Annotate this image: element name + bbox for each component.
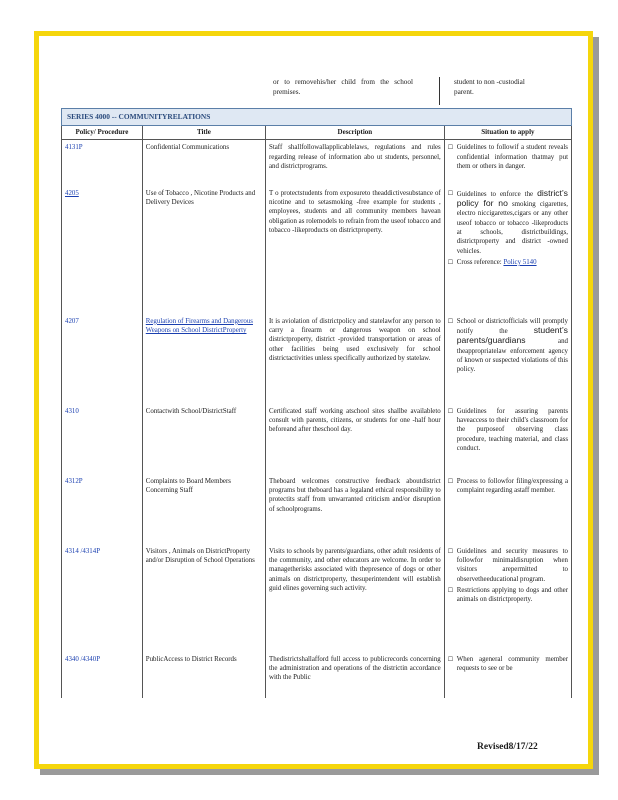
checkbox-bullet-icon: ☐: [447, 258, 454, 266]
table-row: [62, 314, 572, 404]
policy-situation: ☐ Guidelines and security measures to followfor minimaldisruption when visitors arepermitted to observetheeducational program. ☐ Restrictions applying to dogs and other animals on districtproperty.: [444, 544, 571, 652]
policy-number: 4314 /4314P: [62, 544, 143, 652]
policy-description: Visits to schools by parents/guardians, other adult residents of the community, and other educators are welcome. In order to managetherisks associated with thepresence of dogs or other animals on districtproperty, thesuperintendent will establish guid elines governing such activity.: [265, 544, 444, 652]
table-row: [62, 652, 572, 698]
policy-title: Contactwith School/DistrictStaff: [142, 404, 265, 474]
policy-title: PublicAccess to District Records: [142, 652, 265, 698]
checkbox-bullet-icon: ☐: [447, 655, 454, 663]
checkbox-bullet-icon: ☐: [447, 144, 454, 152]
policy-description: Theboard welcomes constructive feedback aboutdistrict programs but theboard has a legaland ethical responsibility to protectits staff from unwarranted criticism and/or disruption of schoolprograms.: [265, 474, 444, 544]
col-header-policy: Policy/ Procedure: [62, 126, 143, 140]
policy-situation: ☐ Guidelines to followif a student reveals confidential information thatmay put them or others in danger.: [444, 140, 571, 186]
col-header-situation: Situation to apply: [444, 126, 571, 140]
policy-situation: ☐ Guidelines for assuring parents haveaccess to their child's classroom for the purposeof observing class procedure, teaching material, and class conduct.: [444, 404, 571, 474]
policy-situation: ☐ Guidelines to enforce the district’s policy for no smoking cigarettes, electro niccigarettes,cigars or any other useof tobacco or tobacco -likeproducts at schools, districtbuildings, districtproperty and district -owned vehicles. ☐ Cross reference: Policy 5140: [444, 186, 571, 314]
policy-situation: ☐ School or districtofficials will promptly notify the student’s parents/guardians and theappropriatelaw enforcement agency of known or suspected violations of this policy.: [444, 314, 571, 404]
checkbox-bullet-icon: ☐: [447, 407, 454, 415]
checkbox-bullet-icon: ☐: [447, 477, 454, 485]
policy-number: 4131P: [62, 140, 143, 186]
policy-situation: ☐ When ageneral community member requests to see or be: [444, 652, 571, 698]
policy-title-link[interactable]: Regulation of Firearms and Dangerous Weapons on School DistrictProperty: [145, 317, 253, 335]
table-row: [62, 404, 572, 474]
table-row: [62, 186, 572, 314]
table-row: [62, 140, 572, 186]
continued-description: or to removehis/her child from the school premises.: [273, 78, 413, 96]
col-header-title: Title: [142, 126, 265, 140]
policy-table: [61, 108, 572, 698]
revised-date: Revised8/17/22: [477, 742, 538, 752]
checkbox-bullet-icon: ☐: [447, 317, 454, 325]
policy-title: Visitors , Animals on DistrictProperty and/or Disruption of School Operations: [142, 544, 265, 652]
policy-number: 4312P: [62, 474, 143, 544]
policy-number: 4340 /4340P: [62, 652, 143, 698]
col-header-description: Description: [265, 126, 444, 140]
checkbox-bullet-icon: ☐: [447, 586, 454, 594]
series-header: SERIES 4000 -- COMMUNITYRELATIONS: [62, 109, 572, 126]
policy-link-5140[interactable]: Policy 5140: [503, 258, 537, 266]
table-row: [62, 474, 572, 544]
policy-title: Use of Tobacco , Nicotine Products and Delivery Devices: [142, 186, 265, 314]
policy-description: Staff shallfollowallapplicablelaws, regulations and rules regarding release of information abo ut students, personnel, and districtprograms.: [265, 140, 444, 186]
policy-number: 4310: [62, 404, 143, 474]
continued-situation: student to non -custodial parent.: [439, 77, 539, 105]
policy-description: T o protectstudents from exposureto theaddictivesubstance of nicotine and to setasmoking -free example for students , employees, students and all community members havean obligation as rolemodels to refrain from the useof tobacco and tobacco -likeproducts on districtproperty.: [265, 186, 444, 314]
checkbox-bullet-icon: ☐: [447, 547, 454, 555]
policy-description: It is aviolation of districtpolicy and statelawfor any person to carry a firearm or dangerous weapon on school districtproperty, district -provided transportation or areas of other facilities being used exclusively for school districtactivities unless specifically authorized by statelaw.: [265, 314, 444, 404]
policy-title: Confidential Communications: [142, 140, 265, 186]
policy-link-4205[interactable]: 4205: [65, 189, 79, 197]
policy-title: Complaints to Board Members Concerning Staff: [142, 474, 265, 544]
page-frame: [34, 31, 593, 769]
policy-number: 4207: [62, 314, 143, 404]
policy-description: Certificated staff working atschool sites shallbe availableto consult with parents, citizens, or students for one -half hour beforeand after theschool day.: [265, 404, 444, 474]
policy-description: Thedistrictshallafford full access to publicrecords concerning the administration and operations of the districtin accordance with the Public: [265, 652, 444, 698]
table-row: [62, 544, 572, 652]
policy-situation: ☐ Process to followfor filing/expressing a complaint regarding astaff member.: [444, 474, 571, 544]
checkbox-bullet-icon: ☐: [447, 189, 454, 197]
